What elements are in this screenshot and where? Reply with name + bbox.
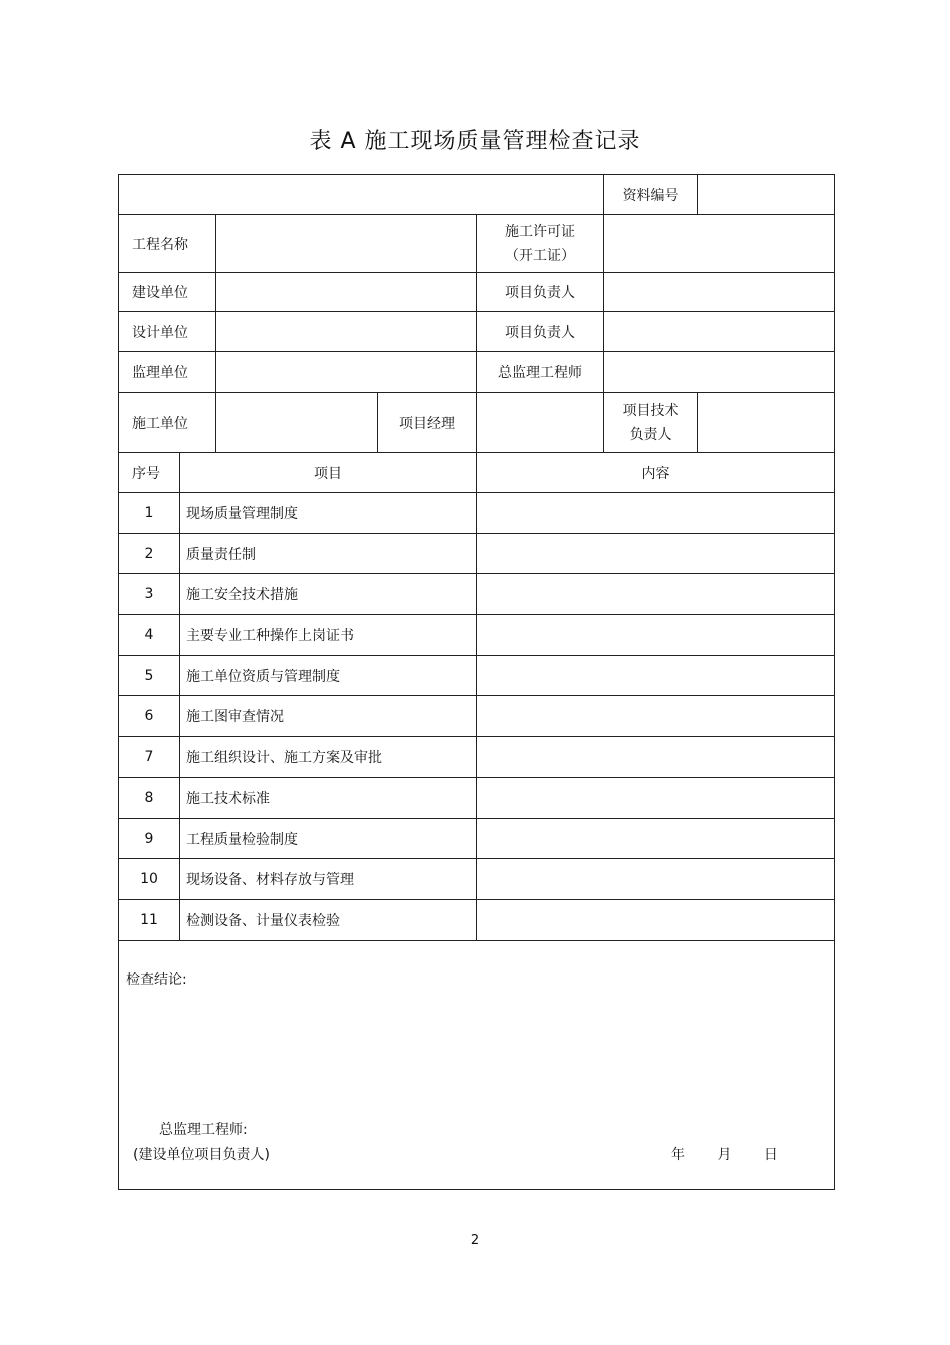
table-row (119, 534, 835, 574)
row-item: 质量责任制 (180, 534, 477, 574)
supervisor-unit-field[interactable] (216, 352, 477, 393)
table-row (119, 900, 835, 941)
tech-leader-line2: 负责人 (629, 426, 672, 443)
tech-leader-field[interactable] (698, 393, 835, 453)
owner-leader-field[interactable] (604, 273, 835, 312)
row-item: 施工组织设计、施工方案及审批 (180, 737, 477, 778)
design-leader-field[interactable] (604, 312, 835, 352)
row-no: 3 (119, 574, 180, 615)
project-name-field[interactable] (216, 215, 477, 273)
page-title: 表 A 施工现场质量管理检查记录 (309, 129, 641, 154)
row-item: 现场质量管理制度 (180, 493, 477, 534)
design-unit-label: 设计单位 (119, 312, 216, 352)
row-content-field[interactable] (477, 859, 835, 900)
row-item: 工程质量检验制度 (180, 819, 477, 859)
row-content-field[interactable] (477, 493, 835, 534)
table-row (119, 493, 835, 534)
conclusion-area[interactable] (119, 941, 835, 1190)
row-item: 施工安全技术措施 (180, 574, 477, 615)
row-no: 11 (119, 900, 180, 941)
row-content-field[interactable] (477, 574, 835, 615)
row-content-field[interactable] (477, 534, 835, 574)
row-no: 7 (119, 737, 180, 778)
project-name-label: 工程名称 (119, 215, 216, 273)
row-content-field[interactable] (477, 615, 835, 656)
row-no: 1 (119, 493, 180, 534)
design-leader-label: 项目负责人 (477, 312, 604, 352)
design-unit-field[interactable] (216, 312, 477, 352)
row-no: 8 (119, 778, 180, 819)
table-row (119, 656, 835, 696)
row-no: 4 (119, 615, 180, 656)
row-item: 主要专业工种操作上岗证书 (180, 615, 477, 656)
table-row (119, 737, 835, 778)
table-row (119, 696, 835, 737)
blank-header-cell (119, 175, 604, 215)
row-item: 检测设备、计量仪表检验 (180, 900, 477, 941)
col-header-content: 内容 (477, 453, 835, 493)
table-row (119, 859, 835, 900)
permit-field[interactable] (604, 215, 835, 273)
row-item: 施工图审查情况 (180, 696, 477, 737)
row-content-field[interactable] (477, 778, 835, 819)
row-no: 2 (119, 534, 180, 574)
table-row (119, 778, 835, 819)
row-no: 6 (119, 696, 180, 737)
permit-label (477, 215, 604, 273)
tech-leader-line1: 项目技术 (622, 402, 679, 419)
row-item: 施工技术标准 (180, 778, 477, 819)
table-row (119, 615, 835, 656)
chief-engineer-field[interactable] (604, 352, 835, 393)
project-manager-label: 项目经理 (378, 393, 477, 453)
inspection-table (118, 174, 835, 1190)
supervisor-unit-label: 监理单位 (119, 352, 216, 393)
doc-no-label: 资料编号 (604, 175, 698, 215)
conclusion-label: 检查结论: (126, 972, 187, 988)
row-no: 9 (119, 819, 180, 859)
row-content-field[interactable] (477, 737, 835, 778)
row-content-field[interactable] (477, 696, 835, 737)
row-no: 10 (119, 859, 180, 900)
table-row (119, 819, 835, 859)
chief-engineer-label: 总监理工程师 (477, 352, 604, 393)
col-header-no: 序号 (119, 453, 180, 493)
doc-no-field[interactable] (698, 175, 835, 215)
owner-unit-field[interactable] (216, 273, 477, 312)
row-no: 5 (119, 656, 180, 696)
page-number: 2 (470, 1233, 480, 1248)
permit-label-line1: 施工许可证 (505, 223, 576, 240)
owner-leader-label: 项目负责人 (477, 273, 604, 312)
row-content-field[interactable] (477, 656, 835, 696)
contractor-unit-label: 施工单位 (119, 393, 216, 453)
date-label: 年 月 日 (671, 1147, 778, 1163)
chief-engineer-sign-label: 总监理工程师: (159, 1122, 248, 1138)
owner-unit-label: 建设单位 (119, 273, 216, 312)
owner-leader-sign-label: (建设单位项目负责人) (133, 1147, 270, 1163)
row-item: 施工单位资质与管理制度 (180, 656, 477, 696)
row-content-field[interactable] (477, 900, 835, 941)
col-header-item: 项目 (180, 453, 477, 493)
project-manager-field[interactable] (477, 393, 604, 453)
table-row (119, 574, 835, 615)
permit-label-line2: （开工证） (505, 247, 576, 264)
contractor-unit-field[interactable] (216, 393, 378, 453)
tech-leader-label (604, 393, 698, 453)
row-content-field[interactable] (477, 819, 835, 859)
row-item: 现场设备、材料存放与管理 (180, 859, 477, 900)
